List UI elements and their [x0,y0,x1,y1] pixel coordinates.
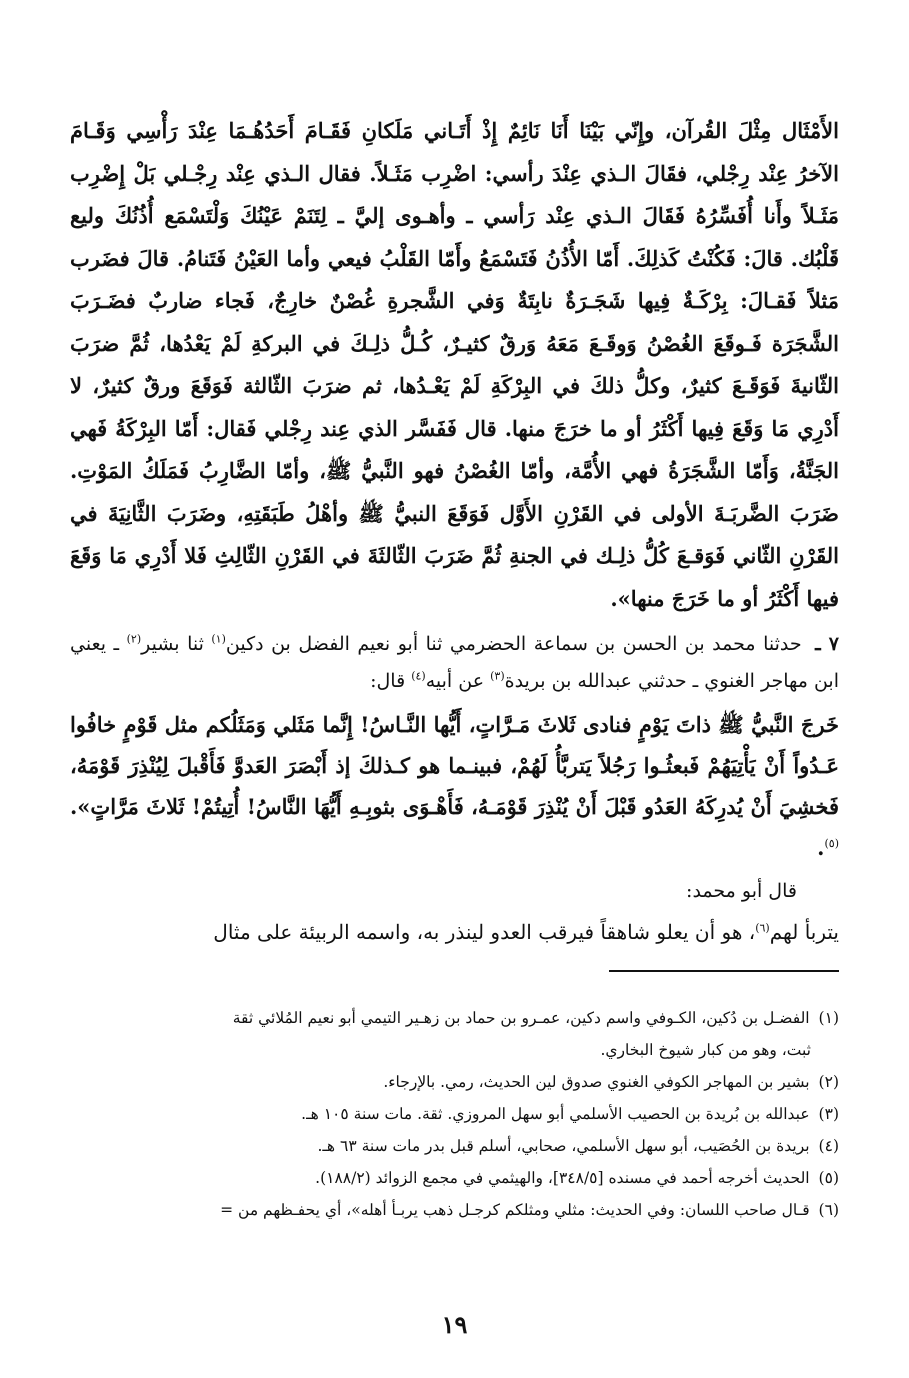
footnote-ref-6[interactable]: (٦) [755,921,770,935]
footnote-ref-4[interactable]: (٤) [411,669,426,683]
chain-part-1: حدثنا محمد بن الحسن بن سماعة الحضرمي ثنا أبو نعيم الفضل بن دكين [225,633,802,655]
hadith-7-text [70,704,839,868]
footnote-ref-2[interactable]: (٢) [126,632,142,646]
commentary-text [70,912,839,952]
footnote-5 [70,1162,839,1194]
footnote-ref-3[interactable]: (٣) [490,669,505,683]
hadith-7-chain [70,626,839,700]
commentary-term: يتربأ لهم [769,920,839,944]
chain-part-4: عن أبيه [425,670,485,692]
footnote-text: بشير بن المهاجر الكوفي الغنوي صدوق لين الحديث، رمي. بالإرجاء. [383,1073,810,1091]
footnote-number: (٥) [818,1169,839,1187]
footnote-number: (٦) [818,1201,839,1219]
footnote-4 [70,1130,839,1162]
footnote-ref-1[interactable]: (١) [211,632,226,646]
commentary-heading: قال أبو محمد: [686,880,797,902]
hadith-7-end: . [817,835,825,860]
footnote-3 [70,1098,839,1130]
hadith-7-body: خَرجَ النَّبيُّ ﷺ ذاتَ يَوْمٍ فنادى ثَلاثَ مَـرَّاتٍ، أَيُّها النَّـاسُ! إِنَّما مَثَلي وَمَثَلُكم مثل قَوْمٍ خافُوا عَـدُواً أَنْ يَأْتِيَهُمْ فَبعثُـوا رَجُلاً يَتربَّأُ لَهُمْ، فبينـما هو كـذلكَ إذ أَبْصَرَ العَدوَّ فَأَقْبلَ لِيُنْذِرَ قَوْمَهُ، فَخشِيَ أَنْ يُدرِكَهُ العَدُو قَبْلَ أَنْ يُنْذِرَ قَوْمَـهُ، فَأَهْـوَى بثوبِـهِ أَيُّهَا النَّاسُ! أُتِيتُمْ! ثَلاثَ مَرَّاتٍ». [70,712,839,819]
footnote-1 [70,1002,839,1066]
commentary-explanation: ، هو أن يعلو شاهقاً فيرقب العدو لينذر به، واسمه الربيئة على مثال [213,920,756,944]
footnote-divider [609,970,839,972]
hadith-6-continued: الأَمْثَال مِثْلَ القُرآن، وإِنّي بَيْنَا أَنَا نَائِمٌ إِذْ أَتَـاني مَلَكانِ فَقَـامَ أَحَدُهُـمَا عِنْدَ رَأْسِي وَقَـامَ الآخرُ عِنْد رِجْلي، فقَالَ الـذي عِنْدَ رأسي: اضْرِب مَثَـلاً. فقال الـذي عِنْد رِجْـلي بَلْ إِضْرِب مَثَـلاً وأَنا أُفَسِّرُهُ فَقَالَ الـذي عِنْد رَأسي ـ وأهـوى إليَّ ـ لِتَنَمْ عَيْنُكَ وَلْتَسْمَع أُذُنُكَ وليع قَلْبُك. قالَ: فَكُنْتُ كَذلِكَ. أَمّا الأُذُنُ فَتَسْمَعُ وأَمّا القَلْبُ فيعي وأما العَيْنُ فَتَنامُ. قالَ فضَرب مَثلاً فَقـالَ: بِرْكَـةٌ فِيها شَجَـرَةٌ نابِتَةٌ وَفي الشَّجرةِ غُصْنٌ خارِجٌ، فَجاء ضاربٌ فضَـرَبَ الشَّجَرَة فَـوقَعَ الغُصْنُ وَوقَـعَ مَعَهُ وَرقٌ كثيـرٌ، كُـلُّ ذلِـكَ في البركةِ لَمْ يَعْدُها، ثُمَّ ضرَبَ الثّانيةَ فَوَقَـعَ كثيرٌ، وكلُّ ذلكَ في البِرْكَةِ لَمْ يَعْـدُها، ثم ضرَبَ الثّالثة فَوَقَعَ ورقٌ كثيرٌ، لا أَدْرِي مَا وَقَعَ فِيها أَكْثَرُ أو ما خرَجَ منها. قال فَفَسَّر الذي عِند رِجْلي فَقال: أَمّا البِرْكَةُ فَهي الجَنَّةُ، وَأَمّا الشَّجَرَةُ فهي الأُمَّة، وأمّا الغُصْنُ فهو النَّبيُّ ﷺ، وأمّا الضَّارِبُ فَمَلَكُ المَوْتِ. ضَرَبَ الضَّربَـةَ الأولى في القَرْنِ الأَوَّل فَوَقَعَ النبيُّ ﷺ وأهْلُ طَبَقَتِهِ، وضَرَبَ الثَّانِيَةَ في القَرْنِ الثّاني فَوَقـعَ كُلُّ ذلِـك في الجنةِ ثُمَّ ضَرَبَ الثّالثَةَ في القَرْنِ الثّالِثِ فَلا أَدْرِي مَا وَقَعَ فيها أَكْثَرُ أو ما خَرَجَ منها». [70,118,839,611]
footnote-number: (٢) [818,1073,839,1091]
footnote-ref-5[interactable]: (٥) [824,837,839,850]
footnote-number: (٣) [818,1105,839,1123]
footnote-text: قـال صاحب اللسان: وفي الحديث: مثلي ومثلكم كرجـل ذهب يربـأ أهله»، أي يحفـظهم من = [220,1201,810,1219]
footnote-number: (١) [818,1009,839,1027]
footnote-6 [70,1194,839,1226]
footnote-text: الحديث أخرجه أحمد في مسنده [٣٤٨/٥]، والهيثمي في مجمع الزوائد (١٨٨/٢). [315,1169,810,1187]
footnote-text: الفضـل بن دُكين، الكـوفي واسم دكين، عمـرو بن حماد بن زهـير التيمي أبو نعيم المُلائي ثقة [232,1009,810,1027]
footnote-text-continued: ثبت، وهو من كبار شيوخ البخاري. [600,1041,811,1059]
page-number: ١٩ [441,1310,468,1339]
chain-part-3: ـ يعني ابن مهاجر الغنوي ـ حدثني عبدالله بن بريدة [70,633,839,692]
footnotes-list [70,1002,839,1226]
chain-part-2: ثنا بشير [141,633,204,655]
footnote-number: (٤) [818,1137,839,1155]
hadith-7-number: ٧ ـ [815,633,839,655]
footnote-text: بريدة بن الحُصَيب، أبو سهل الأسلمي، صحابي، أسلم قبل بدر مات سنة ٦٣ هـ. [317,1137,810,1155]
footnote-text: عبدالله بن بُريدة بن الحصيب الأسلمي أبو سهل المروزي. ثقة. مات سنة ١٠٥ هـ. [301,1105,810,1123]
chain-part-5: قال: [370,670,406,692]
footnote-2 [70,1066,839,1098]
